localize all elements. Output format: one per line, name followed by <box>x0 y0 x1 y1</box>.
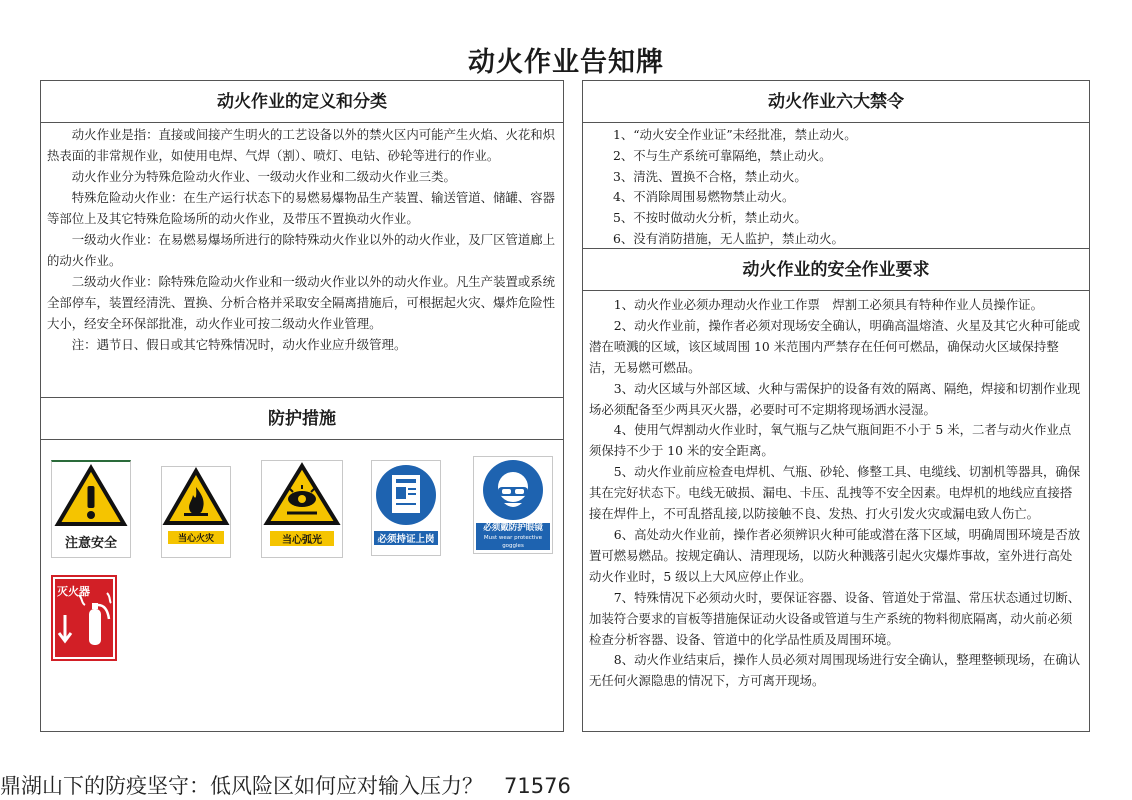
requirement-paragraph: 7、特殊情况下必须动火时，要保证容器、设备、管道处于常温、常压状态通过切断、加装符合要求的盲板等措施保证动火设备或管道与生产系统的物料彻底隔离，动火前必须检查分析容器、设备、管道中的化学品性质及周围环境。 <box>589 589 1081 647</box>
ban-item: 3、清洗、置换不合格，禁止动火。 <box>613 168 807 184</box>
notice-board <box>40 80 1090 732</box>
sign-label: 注意安全 <box>64 536 117 551</box>
fire-warning-icon <box>162 467 230 529</box>
requirement-paragraph: 8、动火作业结束后，操作人员必须对周围现场进行安全确认，整理整顿现场，在确认无任何火源隐患的情况下，方可离开现场。 <box>589 652 1081 689</box>
ban-item: 1、“动火安全作业证”未经批准，禁止动火。 <box>613 127 857 142</box>
definition-paragraph: 动火作业分为特殊危险动火作业、一级动火作业和二级动火作业三类。 <box>71 169 456 184</box>
definition-paragraph: 二级动火作业：除特殊危险动火作业和一级动火作业以外的动火作业。凡生产装置或系统全部停车，装置经清洗、置换、分析合格并采取安全隔离措施后，可根据起火灾、爆炸危险性大小，经安全环保部批准，动火作业可按二级动火作业管理。 <box>47 274 556 331</box>
definition-paragraph: 注：遇节日、假日或其它特殊情况时，动火作业应升级管理。 <box>71 337 407 352</box>
ban-item: 2、不与生产系统可靠隔绝，禁止动火。 <box>613 147 832 163</box>
sign-label: 必须戴防护眼镜 <box>483 523 543 533</box>
sign-label: 当心弧光 <box>270 531 334 546</box>
requirements-heading: 动火作业的安全作业要求 <box>583 249 1089 291</box>
requirement-paragraph: 4、使用气焊割动火作业时，氧气瓶与乙炔气瓶间距不小于 5 米，二者与动火作业点须保持不少于 10 米的安全距离。 <box>589 422 1072 459</box>
protection-heading: 防护措施 <box>41 398 563 440</box>
certificate-required-icon <box>372 461 440 527</box>
sign-certificate-required <box>371 460 441 556</box>
requirement-paragraph: 1、动火作业必须办理动火作业工作票 焊割工必须具有特种作业人员操作证。 <box>613 297 1043 312</box>
definition-heading: 动火作业的定义和分类 <box>41 81 563 123</box>
definition-body <box>41 123 563 398</box>
definition-paragraph: 特殊危险动火作业：在生产运行状态下的易燃易爆物品生产装置、输送管道、储罐、容器等部位上及其它特殊危险场所的动火作业，及带压不置换动火作业。 <box>47 190 556 226</box>
sign-fire-extinguisher <box>51 575 117 661</box>
sign-goggles-required <box>473 456 553 554</box>
sign-fire-warning <box>161 466 231 558</box>
image-caption: 鼎湖山下的防疫坚守：低风险区如何应对输入压力？ 71576 <box>0 774 571 798</box>
ban-item: 4、不消除周围易燃物禁止动火。 <box>613 189 795 205</box>
definition-paragraph: 一级动火作业：在易燃易爆场所进行的除特殊动火作业以外的动火作业，及厂区管道廊上的动火作业。 <box>47 232 556 268</box>
arc-light-warning-icon <box>262 461 342 529</box>
requirement-paragraph: 3、动火区域与外部区域、火种与需保护的设备有效的隔离、隔绝，焊接和切割作业现场必须配备至少两具灭火器，必要时可不定期将现场洒水浸湿。 <box>589 380 1081 417</box>
ban-item: 5、不按时做动火分析，禁止动火。 <box>613 210 807 226</box>
requirement-paragraph: 6、高处动火作业前，操作者必须辨识火种可能或潜在落下区域，明确周围环境是否放置可燃易燃品。按规定确认、清理现场，以防火种溅落引起火灾爆炸事故，室外进行高处动火作业时，5 级以上大风应停止作业。 <box>589 526 1081 584</box>
left-column <box>40 80 564 732</box>
exclamation-warning-icon <box>52 462 130 532</box>
bans-heading: 动火作业六大禁令 <box>583 81 1089 123</box>
safety-signs <box>41 440 563 730</box>
sign-label: 必须持证上岗 <box>374 531 438 545</box>
ban-item: 6、没有消防措施，无人监护，禁止动火。 <box>613 230 844 246</box>
bans-list <box>583 123 1089 249</box>
sign-sublabel: Must wear protective goggles <box>483 535 543 549</box>
right-column <box>582 80 1090 732</box>
sign-arc-light-warning <box>261 460 343 558</box>
requirement-paragraph: 5、动火作业前应检查电焊机、气瓶、砂轮、修整工具、电缆线、切割机等器具，确保其在完好状态下。电线无破损、漏电、卡压、乱拽等不安全因素。电焊机的地线应直接搭接在焊件上，不可乱搭乱接,以防接触不良、发热、打火引发火灾或漏电致人伤亡。 <box>589 464 1081 522</box>
page-title: 动火作业告知牌 <box>468 47 664 78</box>
requirements-body <box>583 291 1089 692</box>
sign-label: 当心火灾 <box>168 531 224 544</box>
goggles-required-icon <box>474 457 552 521</box>
sign-caution <box>51 460 131 558</box>
requirement-paragraph: 2、动火作业前，操作者必须对现场安全确认，明确高温熔渣、火星及其它火种可能或潜在喷溅的区域，该区域周围 10 米范围内严禁存在任何可燃品，确保动火区域保持整洁，无易燃可燃品。 <box>589 317 1081 375</box>
sign-label: 灭火器 <box>57 585 90 598</box>
definition-paragraph: 动火作业是指：直接或间接产生明火的工艺设备以外的禁火区内可能产生火焰、火花和炽热表面的非常规作业，如使用电焊、气焊（割）、喷灯、电钻、砂轮等进行的作业。 <box>47 127 556 163</box>
